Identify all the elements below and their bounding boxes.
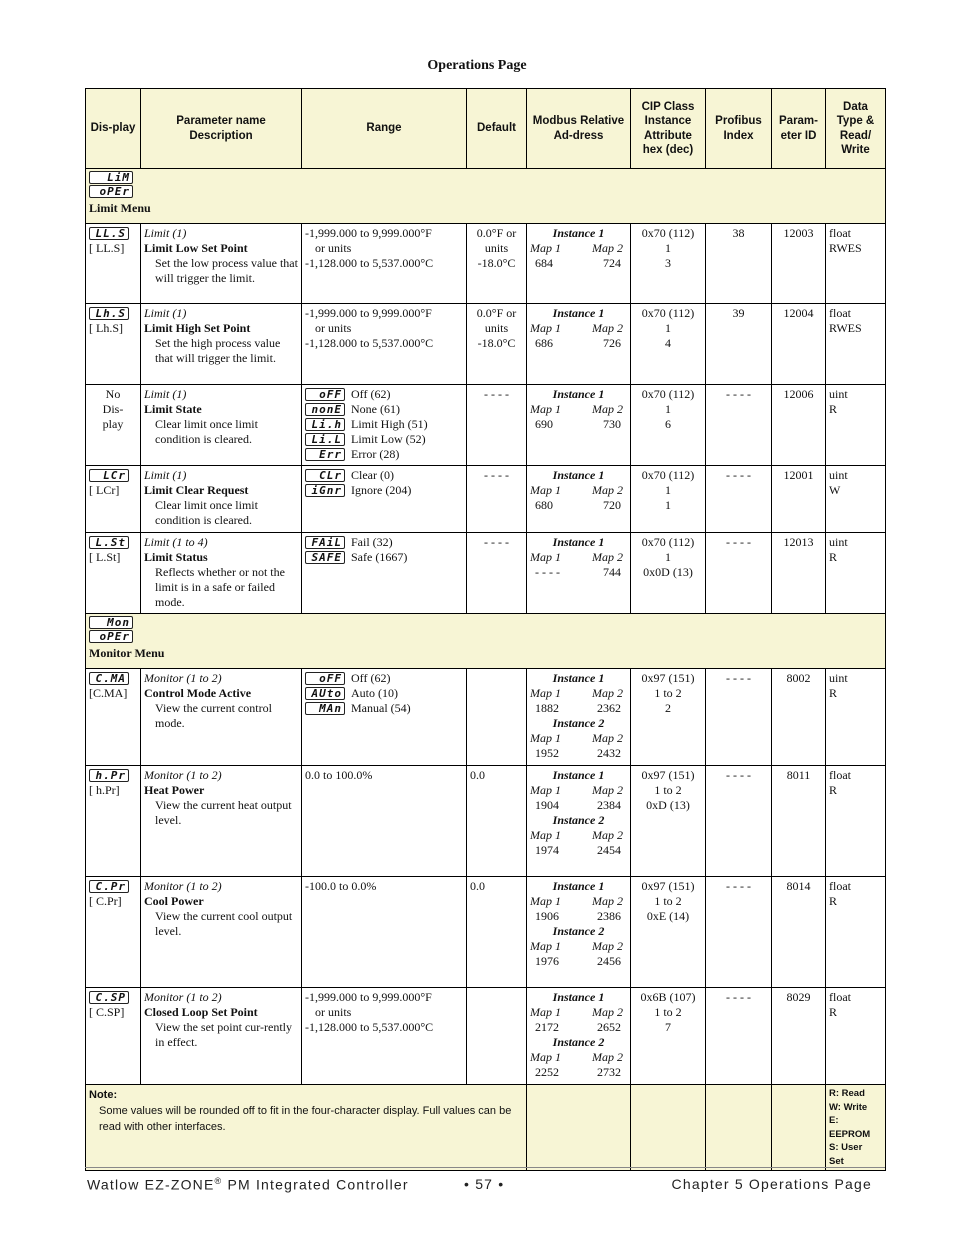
read-write: R: [829, 550, 838, 564]
note: [86, 1085, 527, 1171]
param-description: Clear limit once limit condition is cleared.: [155, 498, 258, 527]
display-glyph: oPEr: [89, 185, 133, 198]
param-code: [ h.Pr]: [89, 783, 120, 797]
param-group: Limit (1): [144, 306, 187, 320]
range-value: or units: [315, 241, 352, 255]
option-label: Off (62): [351, 671, 391, 685]
footer-product: [87, 1176, 409, 1193]
table-row: [86, 304, 886, 385]
display-glyph: h.Pr: [89, 769, 129, 782]
data-type: float: [829, 306, 851, 320]
option-label: Error (28): [351, 447, 400, 461]
footer-chapter: Chapter 5 Operations Page: [671, 1176, 872, 1192]
map-label: Map 2: [592, 939, 623, 953]
data-type: uint: [829, 387, 848, 401]
map-label: Map 2: [592, 241, 623, 255]
note-text: Some values will be rounded off to fit in the four-character display. Full values can be read with other interfaces.: [99, 1105, 512, 1133]
display-glyph: LiM: [89, 171, 133, 184]
data-type: float: [829, 990, 851, 1004]
default-value: 0.0°F or: [476, 226, 517, 240]
table-row: [86, 466, 886, 533]
option-label: Auto (10): [351, 686, 398, 700]
table-row: [86, 988, 886, 1085]
cip-attribute: 0xD (13): [646, 798, 690, 812]
note-blank: [772, 1085, 826, 1171]
cip-class: 0x70 (112): [641, 535, 695, 549]
legend-item: R: Read: [829, 1088, 865, 1099]
modbus-address: 2456: [597, 954, 621, 968]
parameter-id: 8002: [772, 669, 826, 766]
profibus-index: - - - -: [706, 533, 772, 614]
map-label: Map 1: [530, 894, 561, 908]
range-value: or units: [315, 321, 352, 335]
modbus-instance: Instance 2: [552, 813, 605, 827]
footer-product-suffix: PM Integrated Controller: [222, 1176, 409, 1193]
cip-class: 0x70 (112): [641, 468, 695, 482]
read-write: R: [829, 1005, 838, 1019]
map-label: Map 1: [530, 1050, 561, 1064]
modbus-address: 2384: [597, 798, 621, 812]
data-type: uint: [829, 671, 848, 685]
param-code: [ L.St]: [89, 550, 121, 564]
modbus-address: 2172: [535, 1020, 559, 1034]
profibus-index: - - - -: [706, 766, 772, 877]
default-value: - - - -: [467, 533, 527, 614]
section-label: Limit Menu: [89, 201, 151, 215]
col-profibus: Profibus Index: [706, 89, 772, 169]
monitor-menu-section: [86, 614, 886, 669]
modbus-instance: Instance 1: [552, 468, 605, 482]
cip-class: 0x70 (112): [641, 306, 695, 320]
map-label: Map 2: [592, 686, 623, 700]
parameter-id: 12006: [772, 385, 826, 466]
table-row: [86, 385, 886, 466]
modbus-instance: Instance 1: [552, 387, 605, 401]
option-label: Fail (32): [351, 535, 393, 549]
data-type: uint: [829, 468, 848, 482]
display-glyph: C.Pr: [89, 880, 129, 893]
legend-item: Set: [829, 1155, 844, 1167]
param-group: Limit (1): [144, 226, 187, 240]
option-label: Limit Low (52): [351, 432, 426, 446]
param-name: Limit State: [144, 402, 202, 416]
modbus-address: 2454: [597, 843, 621, 857]
display-glyph: CLr: [305, 469, 345, 482]
param-name: Control Mode Active: [144, 686, 252, 700]
table-row: [86, 533, 886, 614]
display-none: play: [102, 417, 124, 431]
display-glyph: Li.h: [305, 418, 345, 431]
display-glyph: oPEr: [89, 630, 133, 643]
option-label: Manual (54): [351, 701, 411, 715]
map-label: Map 2: [592, 783, 623, 797]
modbus-instance: Instance 2: [552, 1035, 605, 1049]
table-row: [86, 224, 886, 304]
profibus-index: - - - -: [706, 988, 772, 1085]
modbus-address: 726: [603, 336, 621, 350]
range-value: or units: [315, 1005, 352, 1019]
modbus-instance: Instance 1: [552, 226, 605, 240]
param-name: Heat Power: [144, 783, 205, 797]
map-label: Map 1: [530, 828, 561, 842]
param-group: Limit (1 to 4): [144, 535, 208, 549]
modbus-instance: Instance 1: [552, 990, 605, 1004]
param-group: Monitor (1 to 2): [144, 879, 222, 893]
read-write: R: [829, 686, 838, 700]
map-label: Map 2: [592, 828, 623, 842]
display-glyph: LL.S: [89, 227, 129, 240]
param-description: View the current heat output level.: [155, 798, 292, 827]
col-default: Default: [467, 89, 527, 169]
display-glyph: Lh.S: [89, 307, 129, 320]
modbus-instance: Instance 1: [552, 879, 605, 893]
header-row: [86, 89, 886, 169]
modbus-address: - - - -: [535, 565, 560, 579]
display-glyph: FAiL: [305, 536, 345, 549]
modbus-address: 1904: [535, 798, 559, 812]
map-label: Map 2: [592, 483, 623, 497]
cip-instance: 1 to 2: [654, 783, 682, 797]
map-label: Map 1: [530, 402, 561, 416]
param-name: Limit High Set Point: [144, 321, 251, 335]
param-description: Set the high process value that will trigger the limit.: [155, 336, 281, 365]
parameter-id: 12013: [772, 533, 826, 614]
col-cip: CIP Class Instance Attribute hex (dec): [631, 89, 706, 169]
param-description: Clear limit once limit condition is cleared.: [155, 417, 258, 446]
modbus-address: 686: [535, 336, 553, 350]
modbus-address: 2652: [597, 1020, 621, 1034]
profibus-index: - - - -: [706, 877, 772, 988]
default-value: [467, 669, 527, 766]
param-group: Limit (1): [144, 387, 187, 401]
modbus-address: 724: [603, 256, 621, 270]
map-label: Map 2: [592, 894, 623, 908]
section-row: [86, 169, 886, 224]
display-glyph: oFF: [305, 388, 345, 401]
cip-class: 0x70 (112): [641, 387, 695, 401]
modbus-address: 720: [603, 498, 621, 512]
map-label: Map 1: [530, 939, 561, 953]
col-parameter-id: Param-eter ID: [772, 89, 826, 169]
map-label: Map 1: [530, 783, 561, 797]
display-glyph: L.St: [89, 536, 129, 549]
data-type: float: [829, 768, 851, 782]
option-label: None (61): [351, 402, 400, 416]
param-group: Limit (1): [144, 468, 187, 482]
modbus-address: 730: [603, 417, 621, 431]
param-code: [ C.SP]: [89, 1005, 125, 1019]
cip-attribute: 6: [665, 417, 671, 431]
modbus-address: 1906: [535, 909, 559, 923]
display-glyph: oFF: [305, 672, 345, 685]
read-write: W: [829, 483, 841, 497]
registered-mark: ®: [214, 1176, 223, 1186]
modbus-address: 2732: [597, 1065, 621, 1079]
data-type: float: [829, 879, 851, 893]
modbus-address: 1882: [535, 701, 559, 715]
cip-class: 0x70 (112): [641, 226, 695, 240]
cip-attribute: 0xE (14): [646, 909, 690, 923]
map-label: Map 2: [592, 1005, 623, 1019]
profibus-index: 38: [706, 224, 772, 304]
map-label: Map 1: [530, 1005, 561, 1019]
param-code: [C.MA]: [89, 686, 128, 700]
col-parameter: Parameter name Description: [141, 89, 302, 169]
modbus-instance: Instance 2: [552, 716, 605, 730]
default-value: - - - -: [467, 466, 527, 533]
read-write: RWES: [829, 321, 862, 335]
display-none: No: [105, 387, 121, 401]
parameter-id: 12003: [772, 224, 826, 304]
parameter-id: 8014: [772, 877, 826, 988]
param-description: View the set point cur-rently in effect.: [155, 1020, 292, 1049]
col-data-type: Data Type & Read/ Write: [826, 89, 886, 169]
param-code: [ Lh.S]: [89, 321, 123, 335]
cip-attribute: 0x0D (13): [643, 565, 693, 579]
modbus-instance: Instance 2: [552, 924, 605, 938]
param-name: Limit Low Set Point: [144, 241, 248, 255]
modbus-address: 744: [603, 565, 621, 579]
display-glyph: Mon: [89, 616, 133, 629]
range-value: -1,999.000 to 9,999.000°F: [305, 306, 432, 320]
modbus-instance: Instance 1: [552, 671, 605, 685]
range-value: -1,128.000 to 5,537.000°C: [305, 1020, 434, 1034]
cip-instance: 1: [665, 550, 671, 564]
page-title: Operations Page: [427, 58, 527, 73]
cip-attribute: 4: [665, 336, 671, 350]
param-description: Reflects whether or not the limit is in a safe or failed mode.: [155, 565, 285, 609]
table-row: [86, 877, 886, 988]
cip-class: 0x97 (151): [641, 768, 695, 782]
legend-item: S: User: [829, 1142, 863, 1153]
cip-instance: 1 to 2: [654, 686, 682, 700]
cip-class: 0x97 (151): [641, 879, 695, 893]
param-name: Cool Power: [144, 894, 204, 908]
map-label: Map 2: [592, 321, 623, 335]
limit-menu-section: [86, 169, 886, 224]
map-label: Map 1: [530, 321, 561, 335]
range-value: -1,999.000 to 9,999.000°F: [305, 990, 432, 1004]
param-group: Monitor (1 to 2): [144, 990, 222, 1004]
footer-page-number: • 57 •: [464, 1176, 505, 1192]
rw-legend: [826, 1085, 886, 1171]
cip-attribute: 1: [665, 498, 671, 512]
profibus-index: - - - -: [706, 669, 772, 766]
default-value: - - - -: [467, 385, 527, 466]
param-name: Limit Clear Request: [144, 483, 249, 497]
option-label: Limit High (51): [351, 417, 428, 431]
read-write: R: [829, 894, 838, 908]
display-glyph: C.SP: [89, 991, 129, 1004]
map-label: Map 1: [530, 686, 561, 700]
option-label: Clear (0): [351, 468, 394, 482]
param-description: Set the low process value that will trigger the limit.: [155, 256, 298, 285]
display-glyph: nonE: [305, 403, 345, 416]
cip-instance: 1 to 2: [654, 1005, 682, 1019]
cip-instance: 1: [665, 402, 671, 416]
modbus-address: 1952: [535, 746, 559, 760]
display-none: Dis-: [102, 402, 124, 416]
operations-table: [85, 88, 886, 1171]
cip-instance: 1 to 2: [654, 894, 682, 908]
map-label: Map 1: [530, 731, 561, 745]
range-value: -1,128.000 to 5,537.000°C: [305, 336, 434, 350]
map-label: Map 1: [530, 241, 561, 255]
cip-attribute: 7: [665, 1020, 671, 1034]
footer-product-name: Watlow EZ-ZONE: [87, 1176, 215, 1193]
note-title: Note:: [89, 1089, 118, 1101]
param-code: [ C.Pr]: [89, 894, 122, 908]
range-value: -100.0 to 0.0%: [302, 877, 467, 988]
param-name: Closed Loop Set Point: [144, 1005, 258, 1019]
default-value: [467, 988, 527, 1085]
modbus-instance: Instance 1: [552, 306, 605, 320]
range-value: -1,128.000 to 5,537.000°C: [305, 256, 434, 270]
option-label: Ignore (204): [351, 483, 412, 497]
param-group: Monitor (1 to 2): [144, 671, 222, 685]
cip-instance: 1: [665, 483, 671, 497]
table-row: [86, 766, 886, 877]
option-label: Off (62): [351, 387, 391, 401]
col-display: Dis-play: [86, 89, 141, 169]
map-label: Map 2: [592, 550, 623, 564]
param-description: View the current control mode.: [155, 701, 272, 730]
read-write: R: [829, 783, 838, 797]
modbus-address: 1974: [535, 843, 559, 857]
default-value: units: [484, 241, 509, 255]
note-blank: [631, 1085, 706, 1171]
cip-instance: 1: [665, 241, 671, 255]
default-value: units: [484, 321, 509, 335]
cip-class: 0x97 (151): [641, 671, 695, 685]
parameter-id: 12001: [772, 466, 826, 533]
read-write: RWES: [829, 241, 862, 255]
default-value: 0.0°F or: [476, 306, 517, 320]
map-label: Map 2: [592, 402, 623, 416]
map-label: Map 1: [530, 483, 561, 497]
modbus-address: 684: [535, 256, 553, 270]
display-glyph: MAn: [305, 702, 345, 715]
map-label: Map 1: [530, 550, 561, 564]
table-row: [86, 669, 886, 766]
legend-item: E: EEPROM: [829, 1115, 871, 1140]
param-group: Monitor (1 to 2): [144, 768, 222, 782]
modbus-address: 2386: [597, 909, 621, 923]
cip-attribute: 3: [665, 256, 671, 270]
default-value: -18.0°C: [477, 336, 516, 350]
modbus-instance: Instance 1: [552, 768, 605, 782]
modbus-address: 690: [535, 417, 553, 431]
display-glyph: AUto: [305, 687, 345, 700]
modbus-instance: Instance 1: [552, 535, 605, 549]
option-label: Safe (1667): [351, 550, 408, 564]
param-code: [ LCr]: [89, 483, 120, 497]
section-row: [86, 614, 886, 669]
display-glyph: SAFE: [305, 551, 345, 564]
modbus-address: 2432: [597, 746, 621, 760]
display-glyph: LCr: [89, 469, 129, 482]
modbus-address: 1976: [535, 954, 559, 968]
profibus-index: 39: [706, 304, 772, 385]
col-modbus: Modbus Relative Ad-dress: [527, 89, 631, 169]
display-glyph: C.MA: [89, 672, 129, 685]
note-blank: [527, 1085, 631, 1171]
read-write: R: [829, 402, 838, 416]
param-description: View the current cool output level.: [155, 909, 293, 938]
cip-instance: 1: [665, 321, 671, 335]
range-value: -1,999.000 to 9,999.000°F: [305, 226, 432, 240]
legend-item: W: Write: [829, 1101, 868, 1113]
cip-attribute: 2: [665, 701, 671, 715]
display-glyph: Li.L: [305, 433, 345, 446]
data-type: uint: [829, 535, 848, 549]
parameter-id: 8011: [772, 766, 826, 877]
col-range: Range: [302, 89, 467, 169]
display-glyph: Err: [305, 448, 345, 461]
profibus-index: - - - -: [706, 385, 772, 466]
param-code: [ LL.S]: [89, 241, 125, 255]
range-value: 0.0 to 100.0%: [302, 766, 467, 877]
modbus-address: 680: [535, 498, 553, 512]
modbus-address: 2362: [597, 701, 621, 715]
parameter-id: 8029: [772, 988, 826, 1085]
section-label: Monitor Menu: [89, 646, 165, 660]
footer-divider: [85, 1167, 885, 1168]
cip-class: 0x6B (107): [640, 990, 696, 1004]
parameter-id: 12004: [772, 304, 826, 385]
modbus-address: 2252: [535, 1065, 559, 1079]
profibus-index: - - - -: [706, 466, 772, 533]
default-value: 0.0: [467, 766, 527, 877]
note-row: [86, 1085, 886, 1171]
note-blank: [706, 1085, 772, 1171]
map-label: Map 2: [592, 1050, 623, 1064]
map-label: Map 2: [592, 731, 623, 745]
data-type: float: [829, 226, 851, 240]
default-value: -18.0°C: [477, 256, 516, 270]
display-glyph: iGnr: [305, 484, 345, 497]
param-name: Limit Status: [144, 550, 208, 564]
default-value: 0.0: [467, 877, 527, 988]
